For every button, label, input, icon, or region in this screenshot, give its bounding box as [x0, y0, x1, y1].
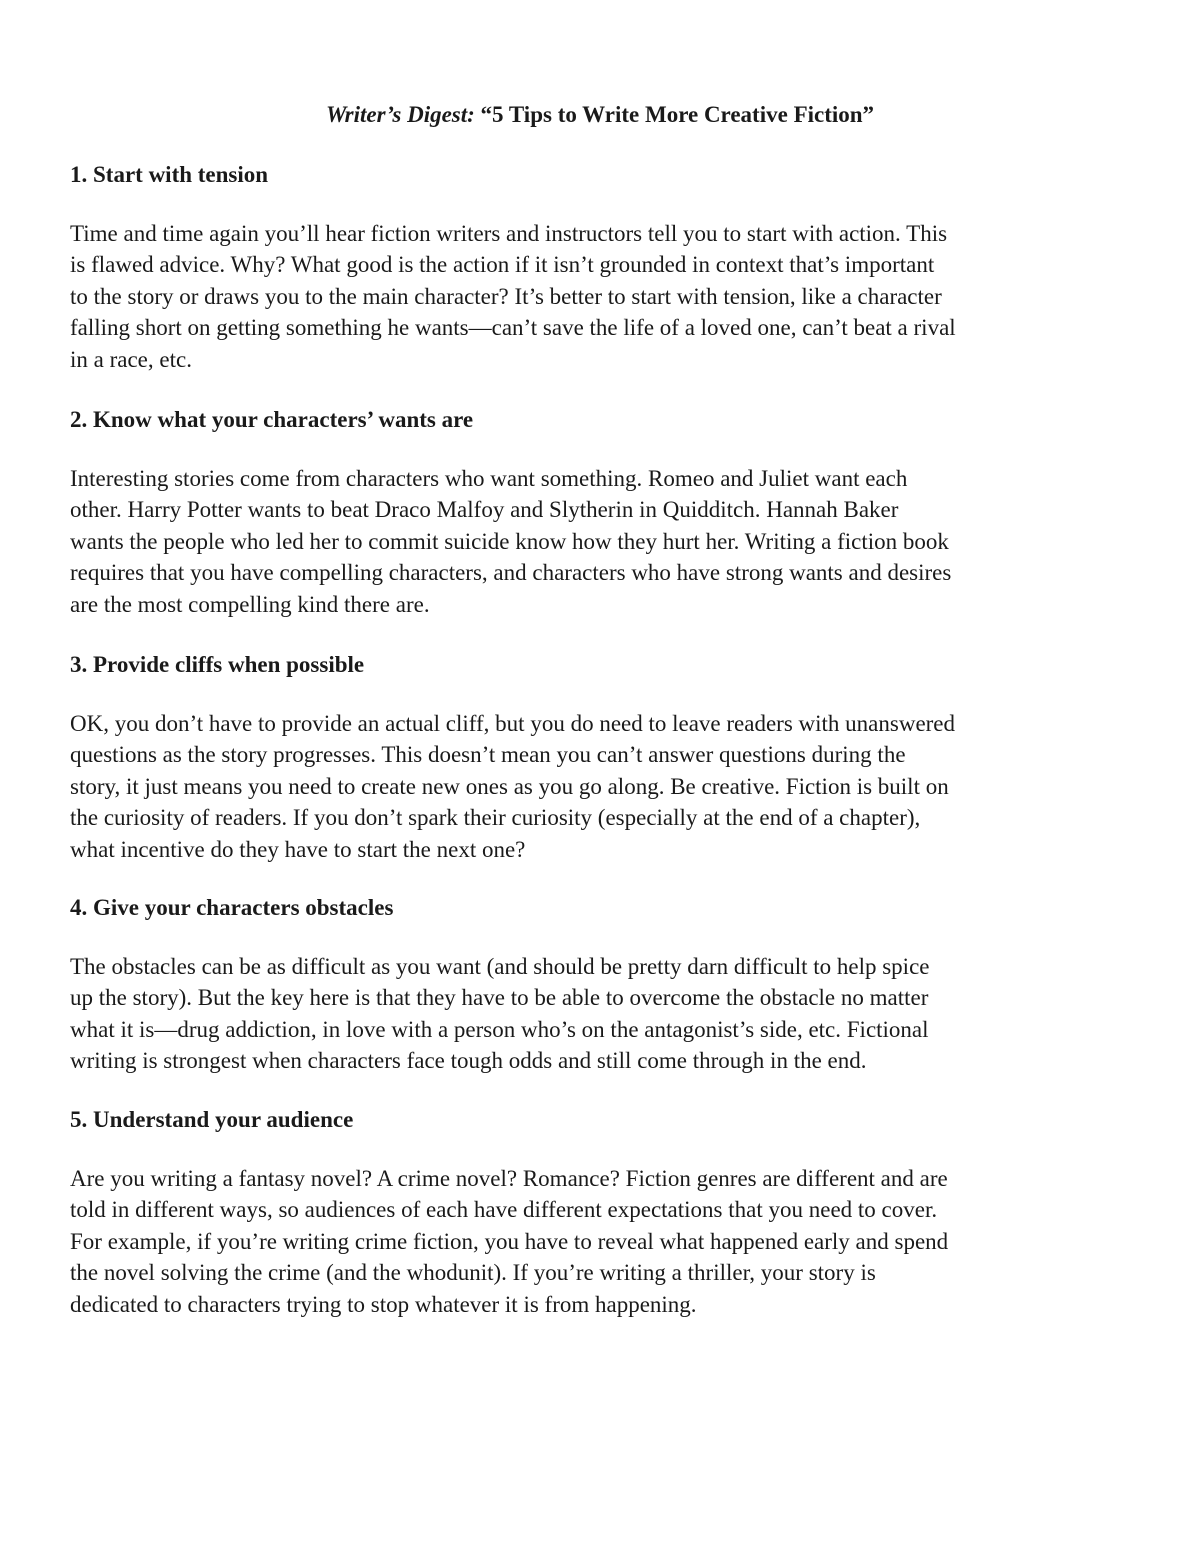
paragraph-line: OK, you don’t have to provide an actual cliff, but you do need to leave readers with unanswered: [70, 710, 956, 736]
title-source: Writer’s Digest:: [325, 102, 475, 127]
paragraph-line: questions as the story progresses. This doesn’t mean you can’t answer questions during the: [70, 742, 906, 767]
tip-section: [70, 159, 1160, 375]
paragraph-line: what incentive do they have to start the next one?: [70, 836, 526, 862]
paragraph-line: wants the people who led her to commit suicide know how they hurt her. Writing a fiction book: [70, 528, 949, 554]
paragraph-line: The obstacles can be as difficult as you want (and should be pretty darn difficult to help spice: [70, 953, 930, 979]
paragraph-line: requires that you have compelling characters, and characters who have strong wants and desires: [70, 560, 952, 585]
paragraph-line: told in different ways, so audiences of each have different expectations that you need to cover.: [70, 1197, 938, 1222]
paragraph-line: are the most compelling kind there are.: [70, 591, 430, 617]
title-article: “5 Tips to Write More Creative Fiction”: [474, 102, 875, 127]
tip-section: [70, 649, 1160, 865]
paragraph-line: dedicated to characters trying to stop whatever it is from happening.: [70, 1291, 697, 1317]
paragraph-line: other. Harry Potter wants to beat Draco Malfoy and Slytherin in Quidditch. Hannah Baker: [70, 497, 899, 522]
paragraph-line: Are you writing a fantasy novel? A crime novel? Romance? Fiction genres are different and are: [70, 1165, 948, 1191]
paragraph-line: is flawed advice. Why? What good is the action if it isn’t grounded in context that’s important: [70, 252, 935, 277]
tip-heading: 5. Understand your audience: [70, 1107, 354, 1132]
paragraph-line: to the story or draws you to the main character? It’s better to start with tension, like a character: [70, 283, 942, 309]
paragraph-line: writing is strongest when characters face tough odds and still come through in the end.: [70, 1048, 867, 1073]
tip-heading: 4. Give your characters obstacles: [70, 895, 394, 920]
document-title: [0, 102, 1200, 128]
tip-paragraph: [70, 1163, 1160, 1321]
tip-paragraph: [70, 951, 1160, 1077]
tip-heading: 2. Know what your characters’ wants are: [70, 407, 474, 432]
paragraph-line: Time and time again you’ll hear fiction writers and instructors tell you to start with action. This: [70, 220, 948, 246]
tip-paragraph: [70, 463, 1160, 621]
paragraph-line: the curiosity of readers. If you don’t spark their curiosity (especially at the end of a chapter),: [70, 805, 921, 830]
paragraph-line: what it is—drug addiction, in love with a person who’s on the antagonist’s side, etc. Fictional: [70, 1016, 929, 1042]
paragraph-line: up the story). But the key here is that they have to be able to overcome the obstacle no matter: [70, 985, 929, 1010]
tip-section: [70, 1104, 1160, 1320]
tip-heading: 3. Provide cliffs when possible: [70, 652, 365, 677]
paragraph-line: in a race, etc.: [70, 346, 192, 372]
tip-section: [70, 404, 1160, 620]
tip-paragraph: [70, 708, 1160, 866]
paragraph-line: For example, if you’re writing crime fiction, you have to reveal what happened early and spend: [70, 1228, 949, 1254]
paragraph-line: Interesting stories come from characters who want something. Romeo and Juliet want each: [70, 465, 908, 491]
tip-paragraph: [70, 218, 1160, 376]
paragraph-line: the novel solving the crime (and the whodunit). If you’re writing a thriller, your story is: [70, 1260, 876, 1285]
paragraph-line: falling short on getting something he wants—can’t save the life of a loved one, can’t beat a rival: [70, 315, 956, 340]
tip-section: [70, 892, 1160, 1077]
paragraph-line: story, it just means you need to create new ones as you go along. Be creative. Fiction is built on: [70, 773, 949, 799]
tip-heading: 1. Start with tension: [70, 162, 269, 187]
